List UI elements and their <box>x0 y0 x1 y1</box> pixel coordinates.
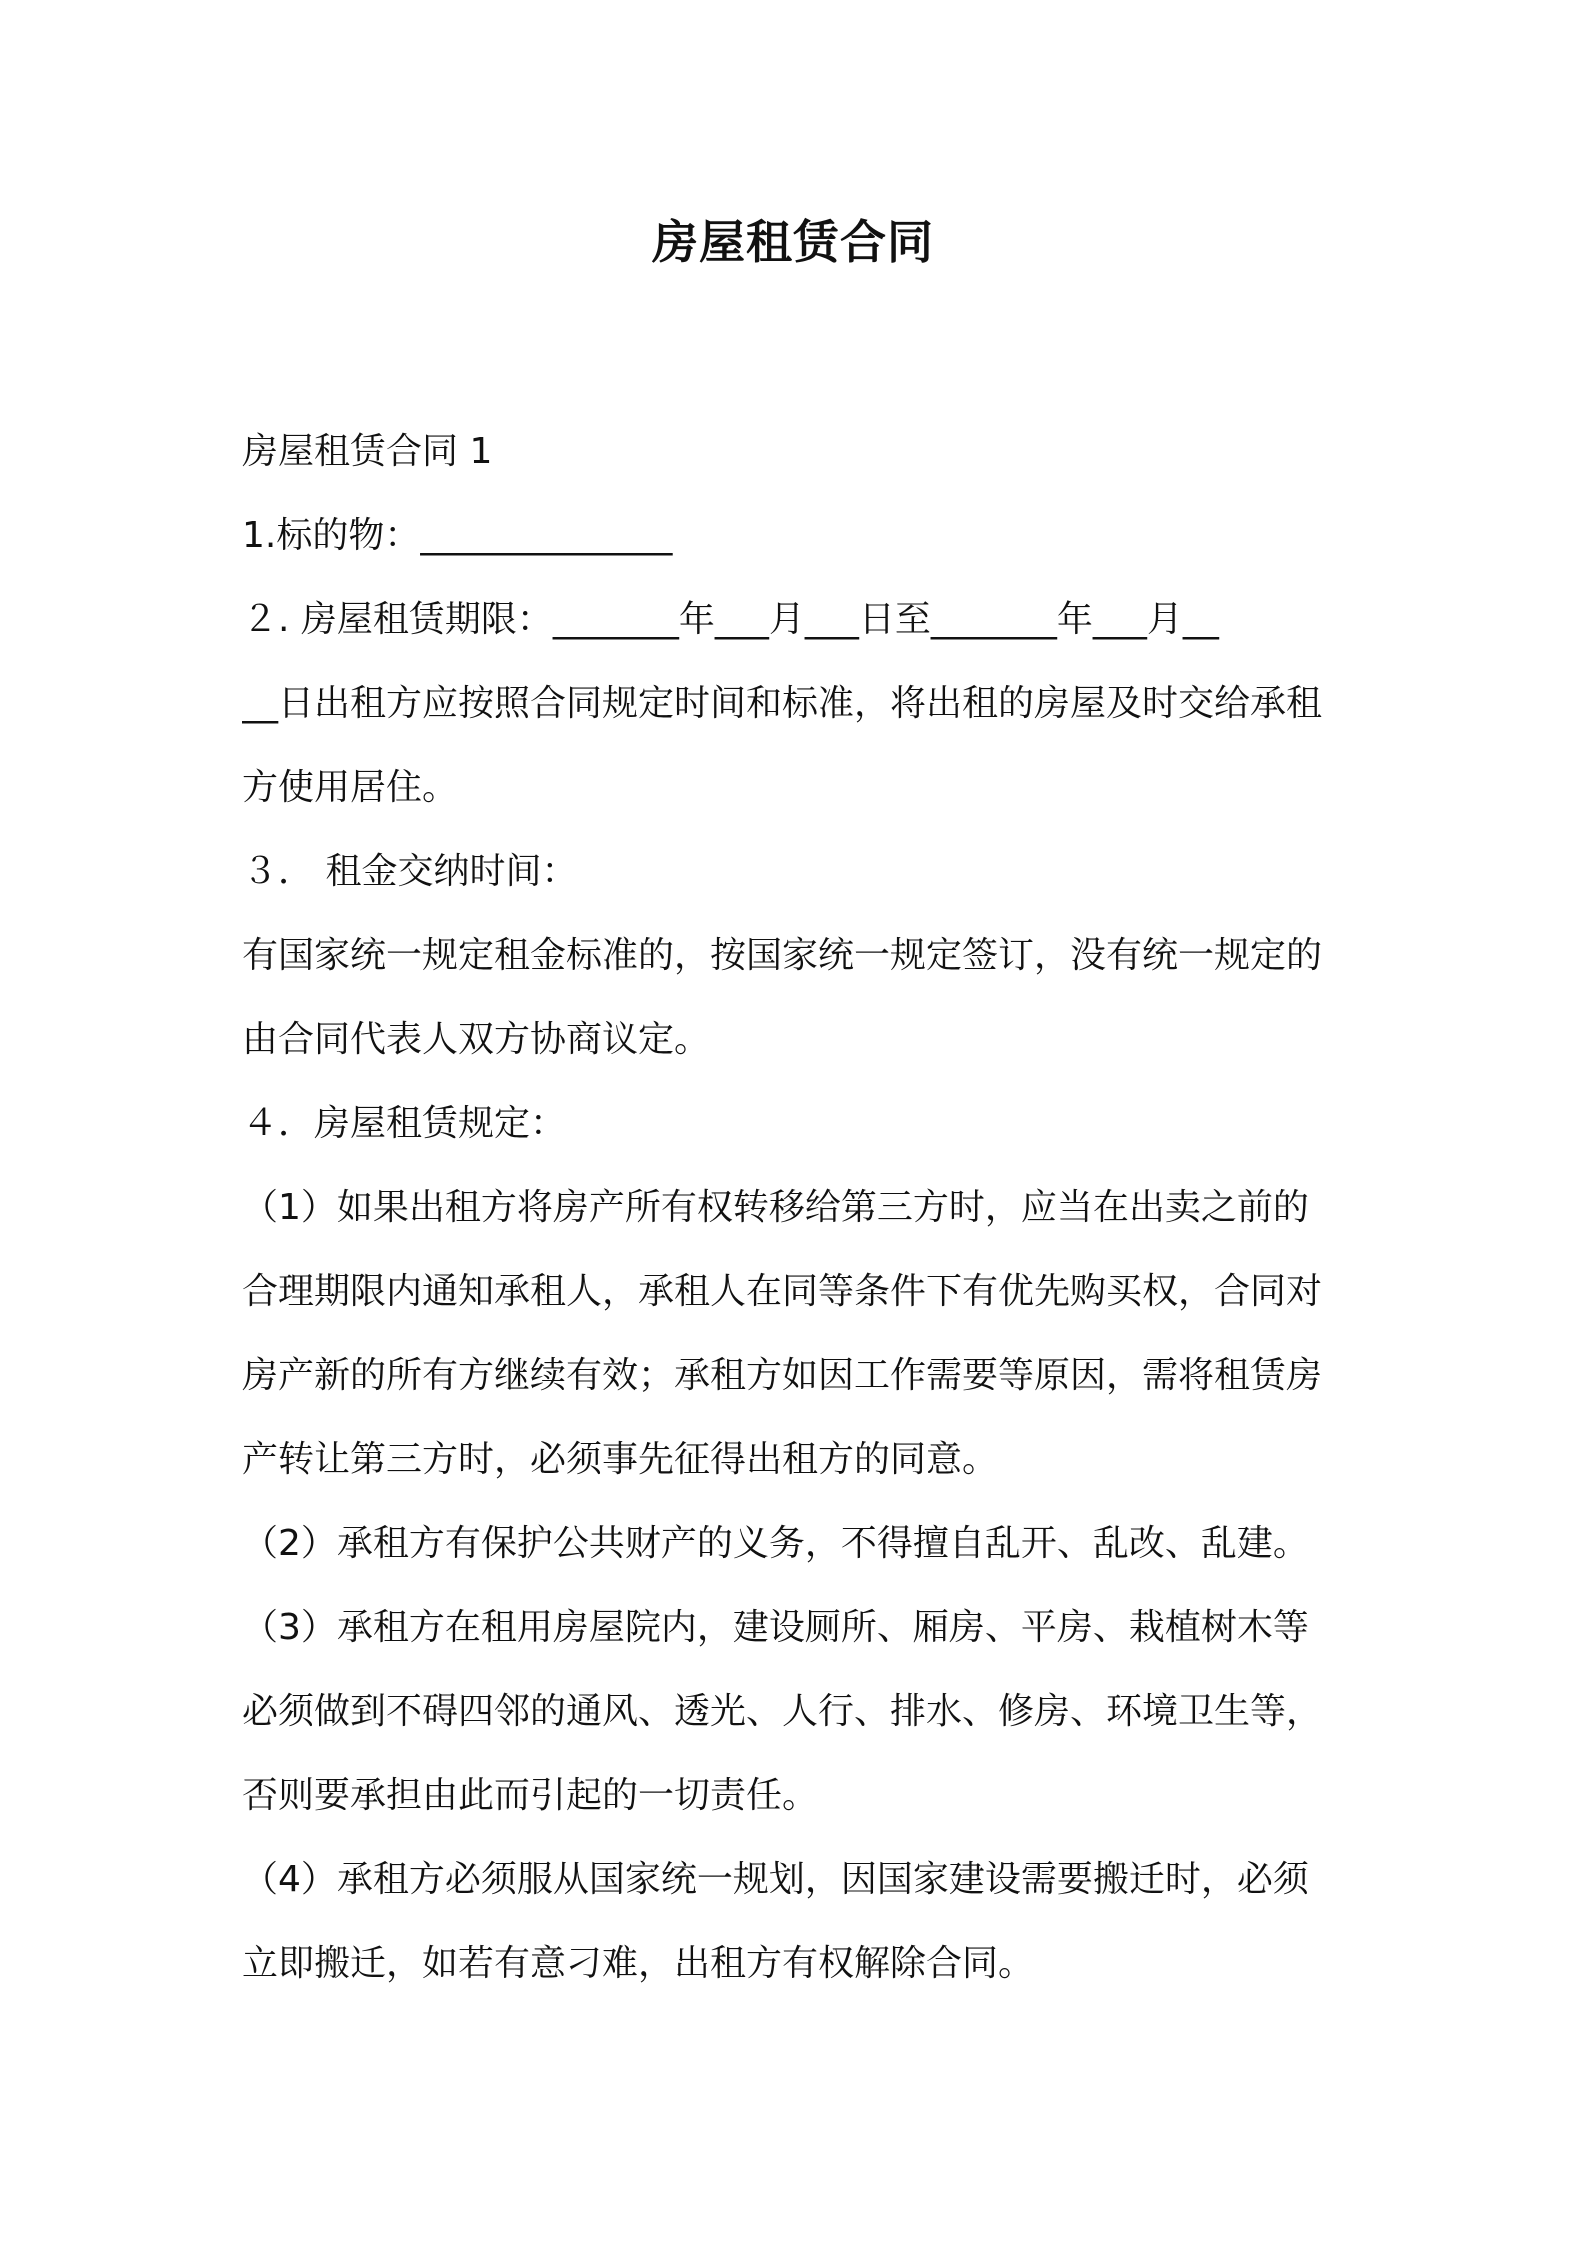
clause-1-subject: 1.标的物：______________ <box>242 515 673 556</box>
document-title: 房屋租赁合同 <box>652 215 934 269</box>
clause-3-line-1: 有国家统一规定租金标准的，按国家统一规定签订，没有统一规定的 <box>242 935 1323 976</box>
clause-4-1-line-4: 产转让第三方时，必须事先征得出租方的同意。 <box>242 1439 999 1480</box>
clause-4-2-line-1: （2）承租方有保护公共财产的义务，不得擅自乱开、乱改、乱建。 <box>242 1523 1309 1564</box>
clause-3-line-2: 由合同代表人双方协商议定。 <box>242 1019 711 1060</box>
clause-4-4-line-1: （4）承租方必须服从国家统一规划，因国家建设需要搬迁时，必须 <box>242 1859 1309 1900</box>
clause-2-line-3: 方使用居住。 <box>242 767 459 808</box>
clause-4-1-line-1: （1）如果出租方将房产所有权转移给第三方时，应当在出卖之前的 <box>242 1187 1309 1228</box>
clause-2-line-1: ２. 房屋租赁期限：_______年___月___日至_______年___月__ <box>242 599 1219 640</box>
clause-2-line-2: __日出租方应按照合同规定时间和标准，将出租的房屋及时交给承租 <box>242 683 1323 724</box>
clause-4-heading: ４．房屋租赁规定： <box>242 1103 567 1144</box>
clause-3-heading: ３． 租金交纳时间： <box>242 851 578 892</box>
document-body <box>242 410 1358 2006</box>
clause-4-3-line-1: （3）承租方在租用房屋院内，建设厕所、厢房、平房、栽植树木等 <box>242 1607 1309 1648</box>
clause-4-3-line-3: 否则要承担由此而引起的一切责任。 <box>242 1775 819 1816</box>
section-heading: 房屋租赁合同 1 <box>242 431 493 472</box>
clause-4-1-line-2: 合理期限内通知承租人，承租人在同等条件下有优先购买权，合同对 <box>242 1271 1323 1312</box>
clause-4-3-line-2: 必须做到不碍四邻的通风、透光、人行、排水、修房、环境卫生等， <box>242 1691 1323 1732</box>
clause-4-1-line-3: 房产新的所有方继续有效；承租方如因工作需要等原因，需将租赁房 <box>242 1355 1323 1396</box>
clause-4-4-line-2: 立即搬迁，如若有意刁难，出租方有权解除合同。 <box>242 1943 1035 1984</box>
